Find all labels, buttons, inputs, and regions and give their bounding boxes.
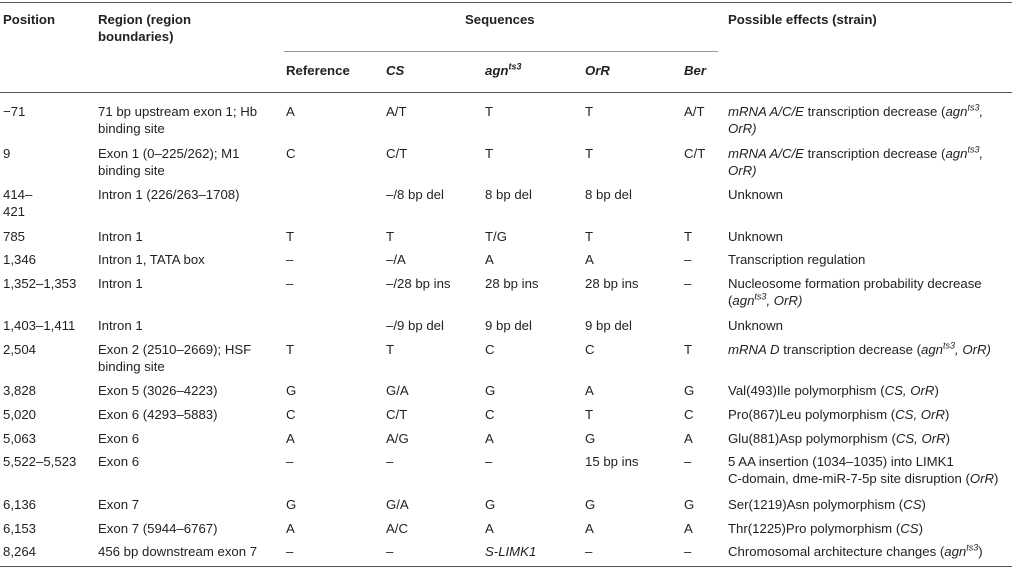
row-11-position: 5,522–5,523 — [3, 454, 77, 469]
row-2-effect: Unknown — [728, 187, 783, 202]
row-1-reference: C — [286, 146, 296, 161]
row-13-position: 6,153 — [3, 521, 37, 536]
row-4-effect: Transcription regulation — [728, 252, 866, 267]
row-2-agn: 8 bp del — [485, 187, 532, 202]
row-7-region: Exon 2 (2510–2669); HSF binding site — [98, 342, 252, 374]
row-13-orr: A — [585, 521, 594, 536]
row-1-ber: C/T — [684, 146, 706, 161]
row-4-position: 1,346 — [3, 252, 37, 267]
row-7-ber: T — [684, 342, 693, 357]
row-1-effect: mRNA A/C/E transcription decrease (agn$^{ts3}$, OrR) — [728, 144, 984, 178]
row-11-agn: – — [485, 454, 493, 469]
row-6-region: Intron 1 — [98, 318, 143, 333]
row-14-agn: S-LIMK1 — [485, 544, 537, 559]
header-region: Region (region boundaries) — [98, 12, 192, 44]
row-13-cs: A/C — [386, 521, 408, 536]
header-position: Position — [3, 12, 56, 27]
row-13-region: Exon 7 (5944–6767) — [98, 521, 218, 536]
row-9-position: 5,020 — [3, 407, 37, 422]
row-7-orr: C — [585, 342, 595, 357]
row-4-cs: –/A — [386, 252, 406, 267]
row-9-region: Exon 6 (4293–5883) — [98, 407, 218, 422]
row-2-cs: –/8 bp del — [386, 187, 444, 202]
row-5-agn: 28 bp ins — [485, 276, 539, 291]
row-8-agn: G — [485, 383, 496, 398]
row-2-orr: 8 bp del — [585, 187, 632, 202]
row-7-agn: C — [485, 342, 495, 357]
row-7-cs: T — [386, 342, 395, 357]
row-1-orr: T — [585, 146, 594, 161]
row-11-reference: – — [286, 454, 294, 469]
row-10-reference: A — [286, 431, 295, 446]
row-0-cs: A/T — [386, 104, 407, 119]
row-12-orr: G — [585, 497, 596, 512]
row-14-effect: Chromosomal architecture changes (agn$^{ts3}$) — [728, 542, 983, 559]
header-reference: Reference — [286, 63, 350, 78]
header-cs: CS — [386, 63, 405, 78]
row-3-cs: T — [386, 229, 395, 244]
header-ber: Ber — [684, 63, 706, 78]
row-6-agn: 9 bp del — [485, 318, 532, 333]
row-10-effect: Glu(881)Asp polymorphism (CS, OrR) — [728, 431, 951, 446]
row-2-region: Intron 1 (226/263–1708) — [98, 187, 240, 202]
row-10-orr: G — [585, 431, 596, 446]
row-5-reference: – — [286, 276, 294, 291]
row-12-cs: G/A — [386, 497, 409, 512]
row-8-effect: Val(493)Ile polymorphism (CS, OrR) — [728, 383, 939, 398]
row-6-position: 1,403–1,411 — [3, 318, 76, 333]
row-12-position: 6,136 — [3, 497, 37, 512]
row-10-cs: A/G — [386, 431, 409, 446]
header-effects: Possible effects (strain) — [728, 12, 877, 27]
row-7-reference: T — [286, 342, 295, 357]
row-10-ber: A — [684, 431, 693, 446]
row-3-orr: T — [585, 229, 594, 244]
row-5-region: Intron 1 — [98, 276, 143, 291]
row-12-region: Exon 7 — [98, 497, 140, 512]
header-sequences: Sequences — [465, 12, 535, 27]
row-2-position: 414–421 — [3, 187, 33, 219]
row-5-cs: –/28 bp ins — [386, 276, 451, 291]
table-bottom-rule — [0, 566, 1012, 567]
row-9-effect: Pro(867)Leu polymorphism (CS, OrR) — [728, 407, 950, 422]
row-3-reference: T — [286, 229, 295, 244]
row-14-orr: – — [585, 544, 593, 559]
row-3-ber: T — [684, 229, 693, 244]
row-8-orr: A — [585, 383, 594, 398]
header-agn: agn$^{ts3}$ — [485, 61, 522, 78]
row-0-orr: T — [585, 104, 594, 119]
row-11-orr: 15 bp ins — [585, 454, 639, 469]
row-14-region: 456 bp downstream exon 7 — [98, 544, 258, 559]
row-0-reference: A — [286, 104, 295, 119]
row-12-reference: G — [286, 497, 297, 512]
row-11-ber: – — [684, 454, 692, 469]
row-1-agn: T — [485, 146, 494, 161]
row-7-position: 2,504 — [3, 342, 37, 357]
row-6-effect: Unknown — [728, 318, 783, 333]
row-1-cs: C/T — [386, 146, 408, 161]
row-13-effect: Thr(1225)Pro polymorphism (CS) — [728, 521, 923, 536]
table-top-rule — [0, 2, 1012, 3]
row-10-region: Exon 6 — [98, 431, 140, 446]
row-8-ber: G — [684, 383, 695, 398]
row-7-effect: mRNA D transcription decrease (agn$^{ts3}$, OrR) — [728, 340, 991, 357]
row-13-reference: A — [286, 521, 295, 536]
row-13-ber: A — [684, 521, 693, 536]
row-8-region: Exon 5 (3026–4223) — [98, 383, 218, 398]
row-1-position: 9 — [3, 146, 11, 161]
row-9-ber: C — [684, 407, 694, 422]
row-4-region: Intron 1, TATA box — [98, 252, 205, 267]
row-0-agn: T — [485, 104, 494, 119]
row-3-position: 785 — [3, 229, 26, 244]
row-5-ber: – — [684, 276, 692, 291]
header-orr: OrR — [585, 63, 610, 78]
row-11-effect: 5 AA insertion (1034–1035) into LIMK1 C-domain, dme-miR-7-5p site disruption (OrR) — [728, 454, 999, 486]
row-0-ber: A/T — [684, 104, 705, 119]
row-8-reference: G — [286, 383, 297, 398]
row-9-cs: C/T — [386, 407, 408, 422]
row-12-agn: G — [485, 497, 496, 512]
row-0-position: −71 — [3, 104, 26, 119]
header-bottom-rule — [0, 92, 1012, 93]
row-5-effect: Nucleosome formation probability decrease (agn$^{ts3}$, OrR) — [728, 276, 982, 308]
row-14-ber: – — [684, 544, 692, 559]
row-11-region: Exon 6 — [98, 454, 140, 469]
row-0-effect: mRNA A/C/E transcription decrease (agn$^{ts3}$, OrR) — [728, 102, 984, 136]
row-0-region: 71 bp upstream exon 1; Hb binding site — [98, 104, 258, 136]
row-10-agn: A — [485, 431, 494, 446]
row-1-region: Exon 1 (0–225/262); M1 binding site — [98, 146, 240, 178]
row-8-position: 3,828 — [3, 383, 37, 398]
row-11-cs: – — [386, 454, 394, 469]
row-12-effect: Ser(1219)Asn polymorphism (CS) — [728, 497, 926, 512]
row-12-ber: G — [684, 497, 695, 512]
row-14-position: 8,264 — [3, 544, 37, 559]
row-3-region: Intron 1 — [98, 229, 143, 244]
row-3-effect: Unknown — [728, 229, 783, 244]
row-10-position: 5,063 — [3, 431, 37, 446]
row-6-orr: 9 bp del — [585, 318, 632, 333]
row-5-position: 1,352–1,353 — [3, 276, 77, 291]
row-9-agn: C — [485, 407, 495, 422]
row-4-ber: – — [684, 252, 692, 267]
row-4-agn: A — [485, 252, 494, 267]
row-4-orr: A — [585, 252, 594, 267]
row-3-agn: T/G — [485, 229, 507, 244]
row-9-reference: C — [286, 407, 296, 422]
row-6-cs: –/9 bp del — [386, 318, 444, 333]
row-14-reference: – — [286, 544, 294, 559]
sequences-subrule — [284, 51, 718, 52]
row-14-cs: – — [386, 544, 394, 559]
row-4-reference: – — [286, 252, 294, 267]
row-9-orr: T — [585, 407, 594, 422]
row-5-orr: 28 bp ins — [585, 276, 639, 291]
row-13-agn: A — [485, 521, 494, 536]
row-8-cs: G/A — [386, 383, 409, 398]
